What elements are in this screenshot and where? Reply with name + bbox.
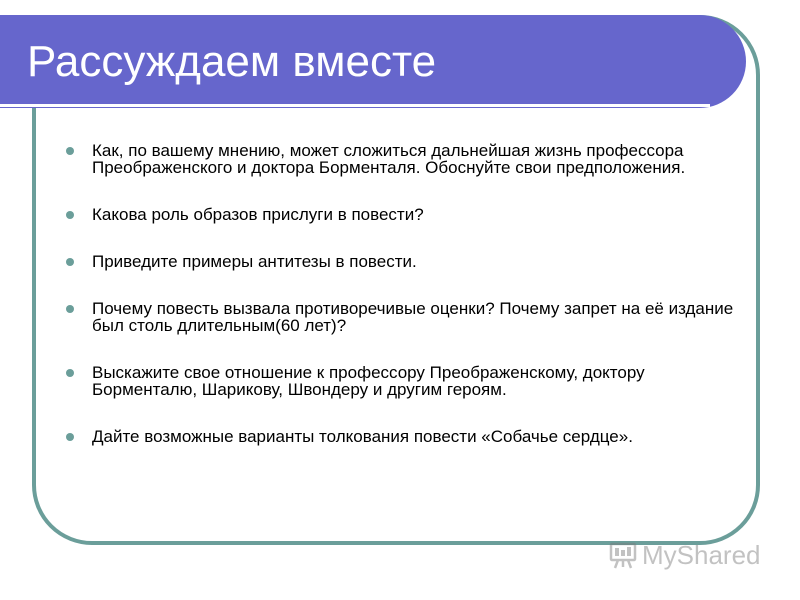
- bullet-text: Приведите примеры антитезы в повести.: [92, 252, 417, 271]
- bullet-item: [66, 300, 736, 334]
- bullet-text: Выскажите свое отношение к профессору Преображенскому, доктору Борменталю, Шарикову, Швондеру и другим героям.: [92, 363, 645, 399]
- bullet-dot-icon: [66, 433, 74, 441]
- bullet-dot-icon: [66, 305, 74, 313]
- title-underline: [0, 104, 710, 107]
- bullet-item: [66, 428, 736, 445]
- bullet-item: [66, 364, 736, 398]
- bullet-dot-icon: [66, 211, 74, 219]
- bullet-dot-icon: [66, 258, 74, 266]
- bullet-text: Какова роль образов прислуги в повести?: [92, 205, 424, 224]
- bullet-dot-icon: [66, 147, 74, 155]
- watermark-text: MyShared: [642, 539, 761, 570]
- slide-title: Рассуждаем вместе: [27, 37, 437, 86]
- presentation-board-icon: [608, 540, 638, 570]
- bullet-text: Как, по вашему мнению, может сложиться дальнейшая жизнь профессора Преображенского и доктора Борменталя. Обоснуйте свои предположения.: [92, 141, 686, 177]
- bullet-dot-icon: [66, 369, 74, 377]
- bullet-text: Почему повесть вызвала противоречивые оценки? Почему запрет на её издание был столь длительным(60 лет)?: [92, 299, 734, 335]
- bullet-item: [66, 142, 736, 176]
- watermark-logo: [608, 538, 768, 572]
- bullet-item: [66, 253, 736, 270]
- bullet-text: Дайте возможные варианты толкования повести «Собачье сердце».: [92, 427, 633, 446]
- bullet-list: [66, 142, 736, 472]
- bullet-item: [66, 206, 736, 223]
